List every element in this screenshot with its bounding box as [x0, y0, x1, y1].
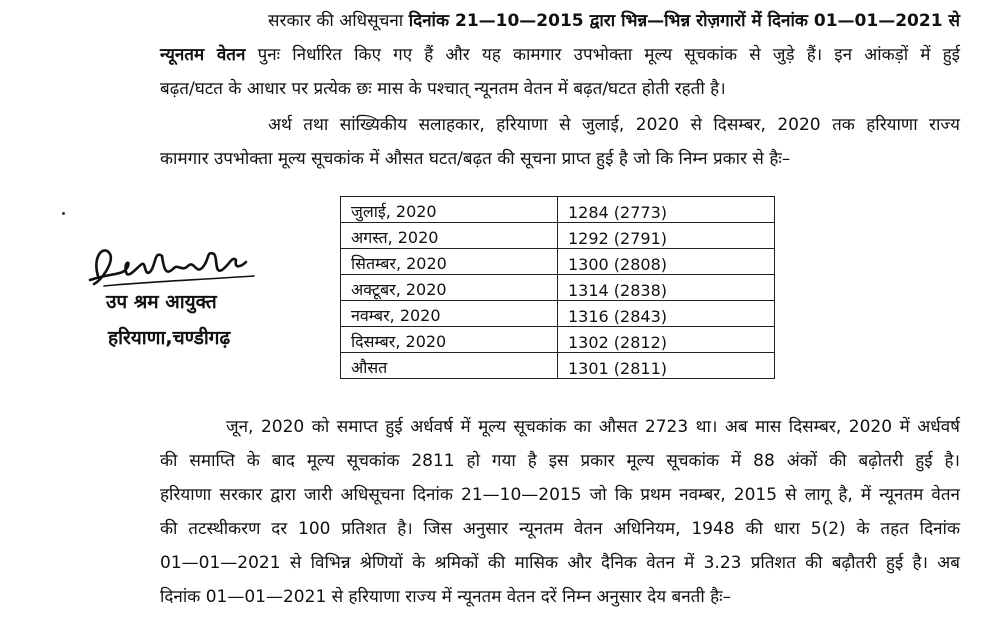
cpi-table-row: [341, 327, 775, 353]
cpi-month-cell: अगस्त, 2020: [341, 223, 558, 249]
paragraph3-line5: 01—01—2021 से विभिन्न श्रेणियों के श्रमिकों की मासिक और दैनिक वेतन में 3.23 प्रतिशत की बढ़ौतरी हुई है। अब: [160, 553, 960, 573]
paragraph1-line1-part-a: सरकार की अधिसूचना: [268, 11, 404, 31]
paragraph1-line1: [160, 4, 960, 38]
paragraph1-line3: बढ़त/घटत के आधार पर प्रत्येक छः मास के पश्चात् न्यूनतम वेतन में बढ़त/घटत होती रहती है।: [160, 79, 726, 99]
cpi-table-row: [341, 223, 775, 249]
cpi-month-cell: जुलाई, 2020: [341, 197, 558, 223]
paragraph-wage-revision: [160, 410, 960, 614]
cpi-value-cell: 1284 (2773): [558, 197, 775, 223]
cpi-table-row: [341, 275, 775, 301]
handwritten-signature-icon: [84, 236, 284, 296]
paragraph3-line3: हरियाणा सरकार द्वारा जारी अधिसूचना दिनांक 21—10—2015 जो कि प्रथम नवम्बर, 2015 से लागू है, में न्यूनतम वेतन: [160, 485, 960, 505]
cpi-value-cell: 1300 (2808): [558, 249, 775, 275]
paragraph3-line4: की तटस्थीकरण दर 100 प्रतिशत है। जिस अनुसार न्यूनतम वेतन अधिनियम, 1948 की धारा 5(2) के तहत दिनांक: [160, 519, 960, 539]
cpi-table-row: [341, 197, 775, 223]
paragraph1-line1-part-b-bold: दिनांक 21—10—2015 द्वारा भिन्न—भिन्न रोज़गारों में दिनांक 01—01—2021 से: [408, 11, 960, 31]
paragraph-notification: [160, 4, 960, 106]
cpi-value-cell: 1302 (2812): [558, 327, 775, 353]
cpi-table-body: [341, 197, 775, 379]
stray-mark: [62, 212, 65, 215]
cpi-month-cell: औसत: [341, 353, 558, 379]
paragraph3-line1: जून, 2020 को समाप्त हुई अर्धवर्ष में मूल्य सूचकांक का औसत 2723 था। अब मास दिसम्बर, 2020 में अर्धवर्ष: [226, 417, 960, 437]
paragraph2-line1: अर्थ तथा सांख्यिकीय सलाहकार, हरियाणा से जुलाई, 2020 से दिसम्बर, 2020 तक हरियाणा राज्य: [268, 115, 960, 135]
cpi-table-row: [341, 353, 775, 379]
signatory-designation: उप श्रम आयुक्त: [106, 291, 217, 313]
cpi-table-row: [341, 301, 775, 327]
signature-block: [84, 236, 284, 349]
cpi-table-row: [341, 249, 775, 275]
paragraph-cpi-info: [160, 108, 960, 176]
paragraph3-line2: की समाप्ति के बाद मूल्य सूचकांक 2811 हो गया है इस प्रकार मूल्य सूचकांक में 88 अंकों की बढ़ोतरी हुई है।: [160, 451, 960, 471]
cpi-value-cell: 1292 (2791): [558, 223, 775, 249]
cpi-month-cell: अक्टूबर, 2020: [341, 275, 558, 301]
cpi-month-cell: दिसम्बर, 2020: [341, 327, 558, 353]
paragraph2-line2: कामगार उपभोक्ता मूल्य सूचकांक में औसत घटत/बढ़त की सूचना प्राप्त हुई है जो कि निम्न प्रकार से हैः–: [160, 149, 791, 169]
cpi-value-cell: 1314 (2838): [558, 275, 775, 301]
signatory-place: हरियाणा,चण्डीगढ़: [108, 327, 231, 349]
cpi-value-cell: 1301 (2811): [558, 353, 775, 379]
cpi-month-cell: नवम्बर, 2020: [341, 301, 558, 327]
cpi-table: [340, 196, 775, 379]
paragraph1-line2-part-a-bold: न्यूनतम वेतन: [160, 45, 246, 65]
cpi-value-cell: 1316 (2843): [558, 301, 775, 327]
paragraph1-line2-part-b: पुनः निर्धारित किए गए हैं और यह कामगार उपभोक्ता मूल्य सूचकांक से जुड़े हैं। इन आंकड़ों में हुई: [257, 45, 960, 65]
paragraph3-line6: दिनांक 01—01—2021 से हरियाणा राज्य में न्यूनतम वेतन दरें निम्न अनुसार देय बनती हैः–: [160, 587, 732, 607]
cpi-month-cell: सितम्बर, 2020: [341, 249, 558, 275]
paragraph1-line2: [160, 38, 960, 72]
